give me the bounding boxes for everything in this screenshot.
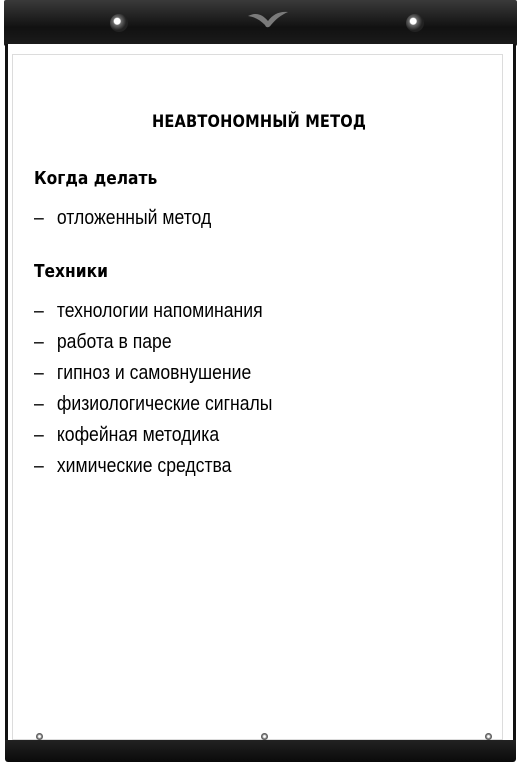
list-item (34, 420, 430, 451)
techniques-list (34, 296, 484, 482)
flipchart-bottom-tray (5, 740, 516, 762)
list-item-text: химические средства (56, 455, 232, 477)
list-item (34, 451, 430, 482)
when-list (34, 203, 484, 234)
bullet-dash: – (34, 207, 44, 229)
list-item-text: гипноз и самовнушение (56, 362, 252, 384)
bullet-dash: – (34, 393, 44, 415)
screw-icon (485, 733, 492, 740)
list-item (34, 296, 430, 327)
list-item (34, 327, 430, 358)
list-item-text: отложенный метод (56, 207, 212, 229)
page-title: НЕАВТОНОМНЫЙ МЕТОД (151, 112, 367, 132)
list-item-text: работа в паре (56, 331, 172, 353)
knob-icon (110, 14, 128, 32)
flipchart-top-bar (4, 0, 517, 46)
sheet-content (34, 112, 484, 482)
bullet-dash: – (34, 362, 44, 384)
list-item (34, 203, 430, 234)
bullet-dash: – (34, 300, 44, 322)
list-item-text: физиологические сигналы (56, 393, 273, 415)
screw-icon (261, 733, 268, 740)
bullet-dash: – (34, 424, 44, 446)
screw-icon (36, 733, 43, 740)
section-heading-techniques: Техники (34, 261, 108, 282)
list-item-text: технологии напоминания (56, 300, 263, 322)
bullet-dash: – (34, 455, 44, 477)
list-item (34, 389, 430, 420)
list-item-text: кофейная методика (56, 424, 220, 446)
list-item (34, 358, 430, 389)
knob-icon (406, 14, 424, 32)
bullet-dash: – (34, 331, 44, 353)
bird-logo-icon (246, 8, 290, 30)
section-heading-when: Когда делать (34, 168, 158, 189)
